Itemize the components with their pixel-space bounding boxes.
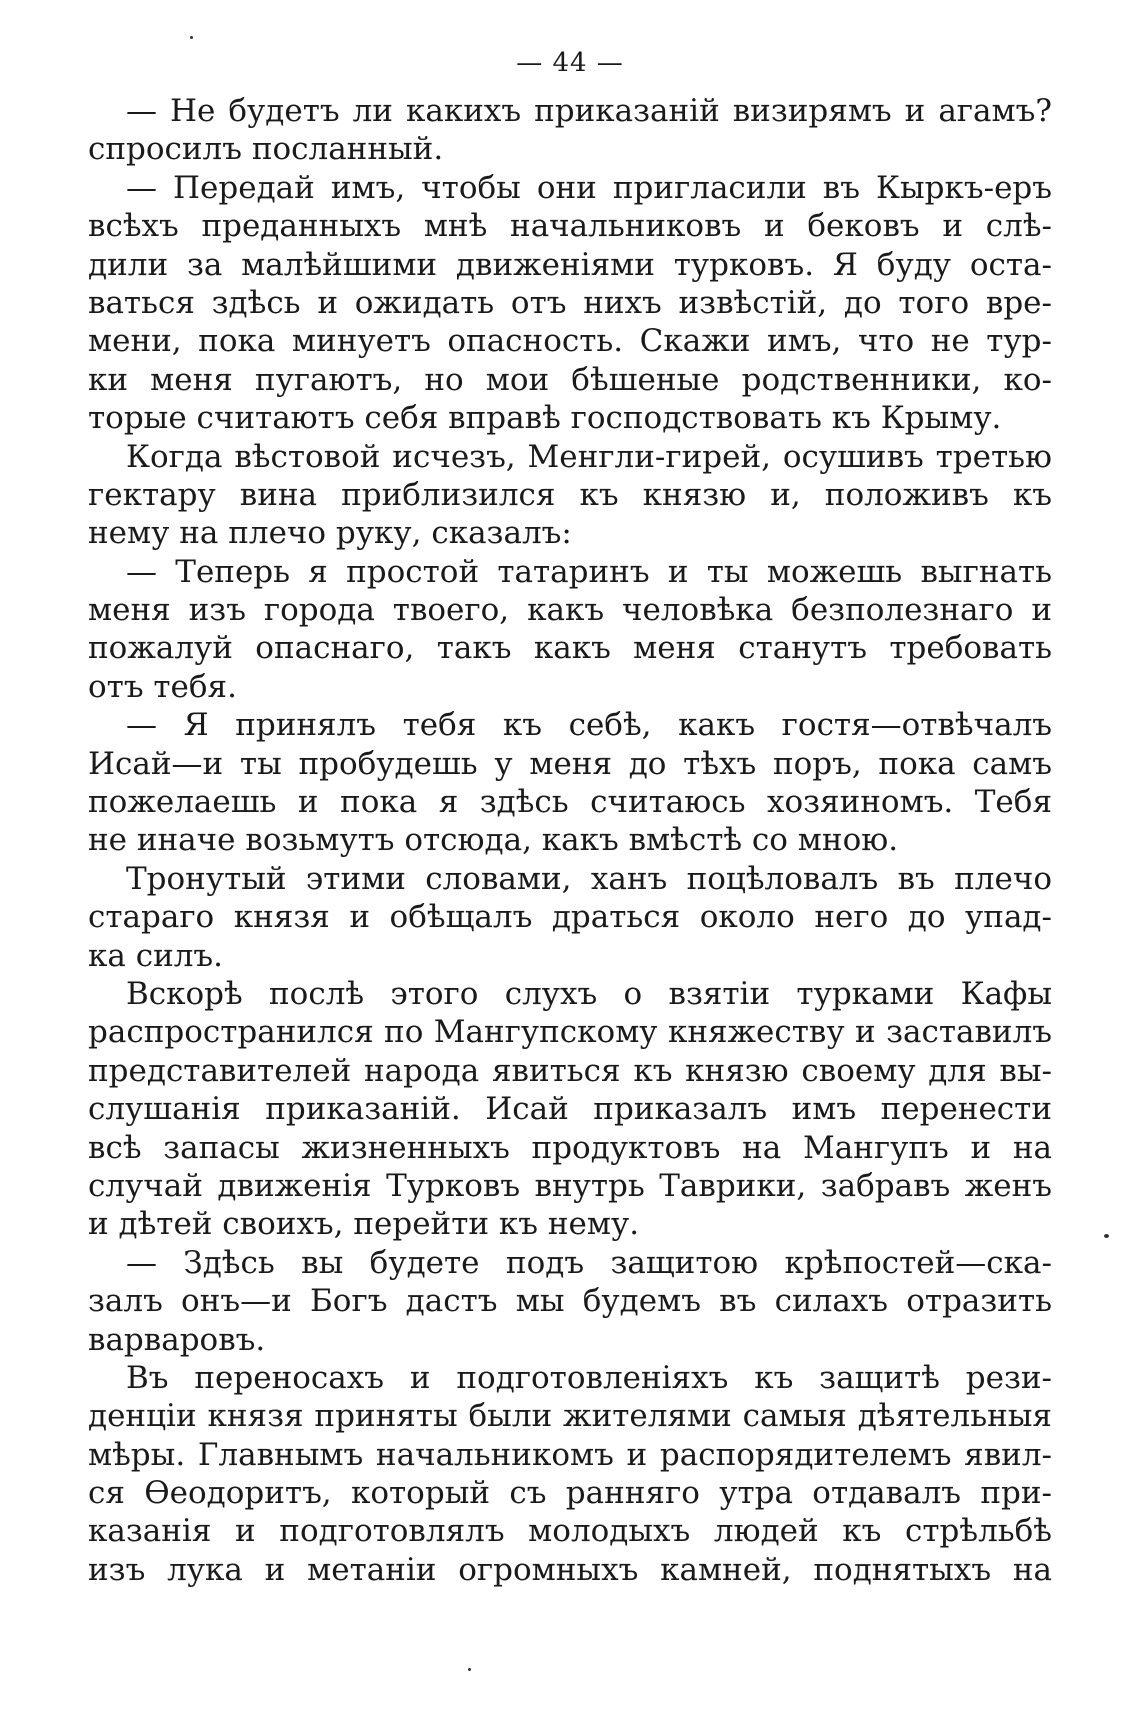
text-line: ваться здѣсь и ожидать отъ нихъ извѣстій, до того вре- bbox=[88, 284, 1052, 321]
text-line: дили за малѣйшими движеніями турковъ. Я буду оста- bbox=[88, 246, 1052, 283]
text-line: ся Ѳеодоритъ, который съ ранняго утра отдавалъ при- bbox=[88, 1475, 1052, 1512]
text-line: пожалуй опаснаго, такъ какъ меня станутъ требовать bbox=[88, 630, 1052, 667]
text-line: случай движенія Турковъ внутрь Таврики, забравъ женъ bbox=[88, 1167, 1052, 1204]
text-line: Когда вѣстовой исчезъ, Менгли-гирей, осушивъ третью bbox=[126, 438, 1052, 475]
body-text bbox=[88, 92, 1052, 1589]
text-line: гектару вина приблизился къ князю и, положивъ къ bbox=[88, 476, 1052, 513]
text-line: не иначе возьмутъ отсюда, какъ вмѣстѣ со мною. bbox=[88, 822, 899, 859]
text-line: представителей народа явиться къ князю своему для вы- bbox=[88, 1052, 1052, 1089]
text-line: нему на плечо руку, сказалъ: bbox=[88, 515, 572, 552]
text-line: изъ лука и метаніи огромныхъ камней, поднятыхъ на bbox=[88, 1551, 1052, 1588]
print-speck bbox=[190, 36, 193, 39]
text-line: торые считаютъ себя вправѣ господствовать къ Крыму. bbox=[88, 400, 1002, 437]
text-line: мени, пока минуетъ опасность. Скажи имъ, что не тур- bbox=[88, 323, 1052, 360]
print-speck bbox=[468, 1668, 471, 1671]
text-line: — Теперь я простой татаринъ и ты можешь выгнать bbox=[126, 553, 1052, 590]
text-line: мѣры. Главнымъ начальникомъ и распорядителемъ явил- bbox=[88, 1436, 1052, 1473]
text-line: залъ онъ—и Богъ дастъ мы будемъ въ силахъ отразить bbox=[88, 1283, 1052, 1320]
text-line: спросилъ посланный. bbox=[88, 131, 444, 168]
text-line: ка силъ. bbox=[88, 937, 224, 974]
text-line: Вскорѣ послѣ этого слухъ о взятіи турками Кафы bbox=[126, 975, 1052, 1012]
print-speck bbox=[1104, 1234, 1109, 1238]
text-line: Тронутый этими словами, ханъ поцѣловалъ въ плечо bbox=[126, 860, 1052, 897]
text-line: — Не будетъ ли какихъ приказаній визирямъ и агамъ? bbox=[126, 93, 1052, 129]
text-line: распространился по Мангупскому княжеству и заставилъ bbox=[88, 1014, 1052, 1051]
text-line: всѣхъ преданныхъ мнѣ начальниковъ и бековъ и слѣ- bbox=[88, 208, 1052, 245]
text-line: денціи князя приняты были жителями самыя дѣятельныя bbox=[88, 1398, 1052, 1435]
text-line: — Передай имъ, чтобы они пригласили въ Кыркъ-еръ bbox=[126, 169, 1052, 206]
text-line: — Здѣсь вы будете подъ защитою крѣпостей—ска- bbox=[126, 1244, 1052, 1281]
text-line: отъ тебя. bbox=[88, 668, 237, 705]
text-line: Въ переносахъ и подготовленіяхъ къ защитѣ рези- bbox=[126, 1359, 1052, 1396]
text-line: ки меня пугаютъ, но мои бѣшеные родственники, ко- bbox=[88, 361, 1052, 398]
text-line: варваровъ. bbox=[88, 1321, 266, 1358]
text-line: и дѣтей своихъ, перейти къ нему. bbox=[88, 1206, 640, 1243]
text-line: Исай—и ты пробудешь у меня до тѣхъ поръ, пока самъ bbox=[88, 745, 1052, 782]
text-line: слушанія приказаній. Исай приказалъ имъ перенести bbox=[88, 1091, 1052, 1128]
text-line: пожелаешь и пока я здѣсь считаюсь хозяиномъ. Тебя bbox=[88, 784, 1052, 821]
text-line: — Я принялъ тебя къ себѣ, какъ гостя—отвѣчалъ bbox=[126, 707, 1052, 744]
text-line: меня изъ города твоего, какъ человѣка безполезнаго и bbox=[88, 592, 1052, 629]
page-number: — 44 — bbox=[516, 48, 624, 78]
text-line: стараго князя и обѣщалъ драться около него до упад- bbox=[88, 899, 1052, 936]
text-line: казанія и подготовлялъ молодыхъ людей къ стрѣльбѣ bbox=[88, 1513, 1052, 1550]
text-line: всѣ запасы жизненныхъ продуктовъ на Мангупъ и на bbox=[88, 1129, 1052, 1166]
